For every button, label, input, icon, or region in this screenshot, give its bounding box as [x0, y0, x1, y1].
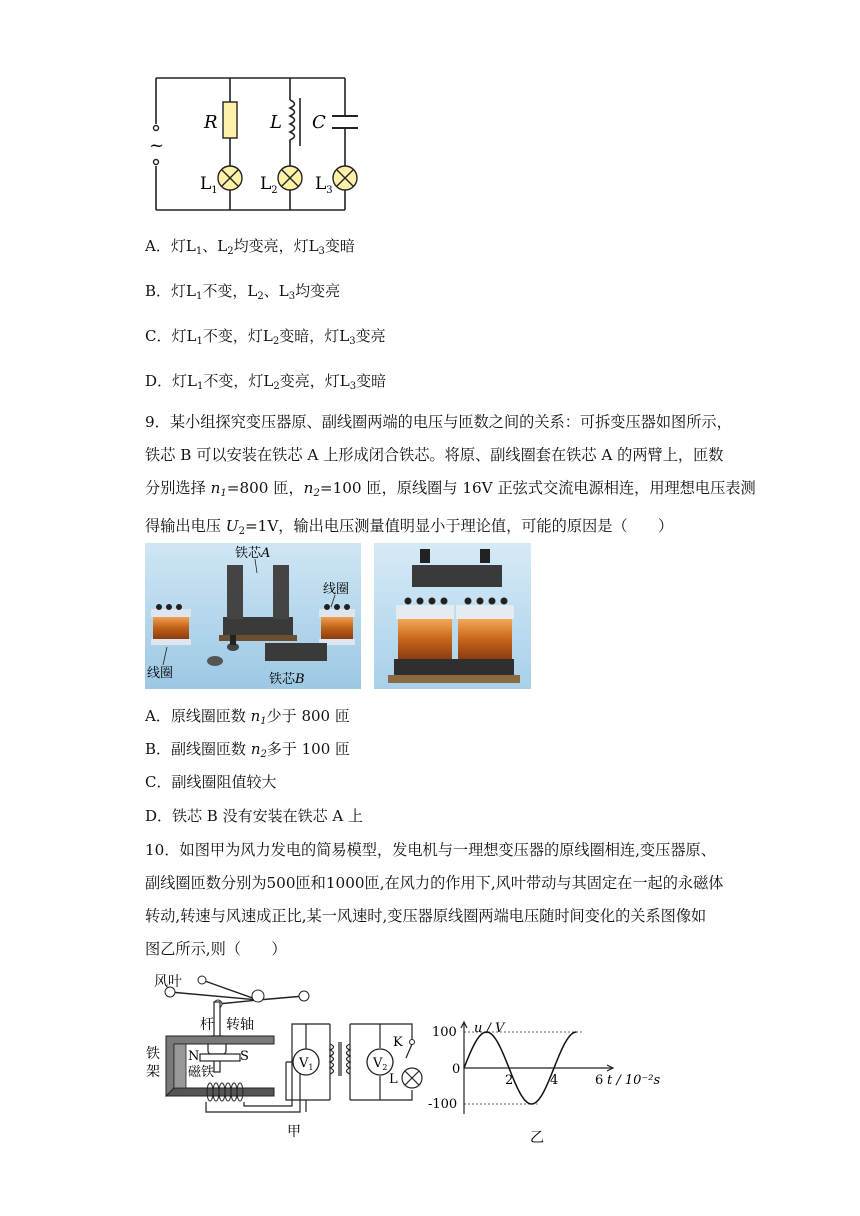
- label-v2: $V_2$: [373, 1056, 388, 1072]
- q9-option-d[interactable]: D．铁芯 B 没有安装在铁芯 A 上: [145, 807, 363, 825]
- source-terminal-bottom: [154, 160, 159, 165]
- q9-line-4: 得输出电压 $U_2=1V$，输出电压测量值明显小于理论值，可能的原因是（ ）: [145, 517, 674, 537]
- iron-core-b: [265, 643, 327, 661]
- inductor-coil: [290, 100, 295, 144]
- q8-option-a[interactable]: A．灯$L_1$、$L_2$均变亮，灯$L_3$变暗: [145, 237, 355, 257]
- blade-tip-top: [198, 976, 206, 984]
- x-axis-label: t / 10⁻²s: [607, 1073, 661, 1088]
- y-tick-label-max: 100: [432, 1025, 457, 1040]
- resistor-label: R: [204, 112, 218, 133]
- inductor-label: L: [270, 112, 282, 133]
- label-frame-2: 架: [146, 1064, 160, 1080]
- x-tick-label: 4: [550, 1073, 559, 1088]
- q10-stem: [145, 834, 735, 966]
- x-tick-label: 2: [505, 1073, 514, 1088]
- y-axis-label: u / V: [474, 1021, 505, 1036]
- y-tick-label-min: -100: [428, 1097, 458, 1112]
- capacitor-label: C: [312, 112, 326, 133]
- lamp-l: [402, 1068, 422, 1088]
- q9-option-c[interactable]: C．副线圈阻值较大: [145, 773, 277, 791]
- coil-right: [319, 604, 355, 645]
- lamp-l2: [278, 166, 302, 190]
- switch-k-contact: [410, 1040, 415, 1045]
- q9-line-2: 铁芯 B 可以安装在铁芯 A 上形成闭合铁芯。将原、副线圈套在铁芯 A 的两臂上，匝数: [145, 446, 724, 464]
- origin-label: 0: [452, 1062, 461, 1077]
- q8-option-c[interactable]: C．灯$L_1$不变，灯$L_2$变暗，灯$L_3$变亮: [145, 327, 386, 347]
- source-terminal-top: [154, 126, 159, 131]
- label-rod: 杆: [200, 1017, 214, 1033]
- transformer-parts-photo: [145, 543, 361, 689]
- label-magnet: 磁铁: [188, 1065, 215, 1080]
- q9-option-b[interactable]: B．副线圈匝数 $n_2$多于 100 匝: [145, 740, 351, 760]
- label-core-b: 铁芯B: [269, 672, 305, 687]
- transformer-symbol: [330, 1042, 350, 1076]
- lamp-l3-label: $L_3$: [315, 174, 333, 196]
- label-core-a: 铁芯A: [235, 546, 271, 561]
- label-south: S: [240, 1049, 249, 1064]
- switch-k-lever: [406, 1044, 412, 1058]
- q8-option-b[interactable]: B．灯$L_1$不变，$L_2$、$L_3$均变亮: [145, 282, 341, 302]
- magnet: [200, 1054, 240, 1061]
- label-v1: $V_1$: [299, 1056, 314, 1072]
- caption-yi: 乙: [530, 1130, 544, 1146]
- q8-option-d[interactable]: D．灯$L_1$不变，灯$L_2$变亮，灯$L_3$变暗: [145, 372, 387, 392]
- assembled-transformer-photo: [374, 543, 531, 689]
- lamp-l1: [218, 166, 242, 190]
- label-switch: K: [393, 1035, 403, 1050]
- caption-jia: 甲: [287, 1124, 301, 1140]
- lamp-l3: [333, 166, 357, 190]
- rlc-circuit-figure: [140, 62, 380, 222]
- label-coil-right: 线圈: [323, 582, 350, 597]
- q10-line-4: 图乙所示,则（ ）: [145, 940, 287, 958]
- lamp-l1-label: $L_1$: [200, 174, 218, 196]
- assembled-coil-left: [396, 605, 454, 659]
- label-shaft: 转轴: [226, 1017, 254, 1033]
- q10-line-3: 转动,转速与风速成正比,某一风速时,变压器原线圈两端电压随时间变化的关系图像如: [145, 907, 707, 925]
- label-frame-1: 铁: [146, 1046, 160, 1062]
- label-lamp: L: [389, 1072, 398, 1087]
- coil-left: [151, 604, 191, 645]
- q10-line-1: 10．如图甲为风力发电的简易模型，发电机与一理想变压器的原线圈相连,变压器原、: [145, 841, 716, 859]
- hub: [252, 990, 264, 1002]
- q9-line-3: 分别选择 $n_1=800$ 匝，$n_2=100$ 匝，原线圈与 16V 正弦式交流电源相连，用理想电压表测: [145, 479, 756, 499]
- q9-option-a[interactable]: A．原线圈匝数 $n_1$少于 800 匝: [145, 707, 350, 727]
- voltage-time-graph: [426, 1020, 661, 1146]
- label-north: N: [188, 1049, 200, 1064]
- q10-line-2: 副线圈匝数分别为500匝和1000匝,在风力的作用下,风叶带动与其固定在一起的永磁体: [145, 874, 724, 892]
- ac-source-symbol: ~: [149, 135, 165, 156]
- label-blade: 风叶: [154, 974, 182, 990]
- assembled-coil-right: [456, 605, 514, 659]
- resistor-r: [223, 102, 237, 138]
- wind-generator-figure: [140, 966, 430, 1146]
- q9-line-1: 9．某小组探究变压器原、副线圈两端的电压与匝数之间的关系：可拆变压器如图所示，: [145, 413, 732, 431]
- x-tick-label: 6: [595, 1073, 604, 1088]
- lamp-l2-label: $L_2$: [260, 174, 278, 196]
- blade-tip-right: [299, 991, 309, 1001]
- q9-stem: [145, 406, 756, 548]
- label-coil-left: 线圈: [147, 666, 174, 681]
